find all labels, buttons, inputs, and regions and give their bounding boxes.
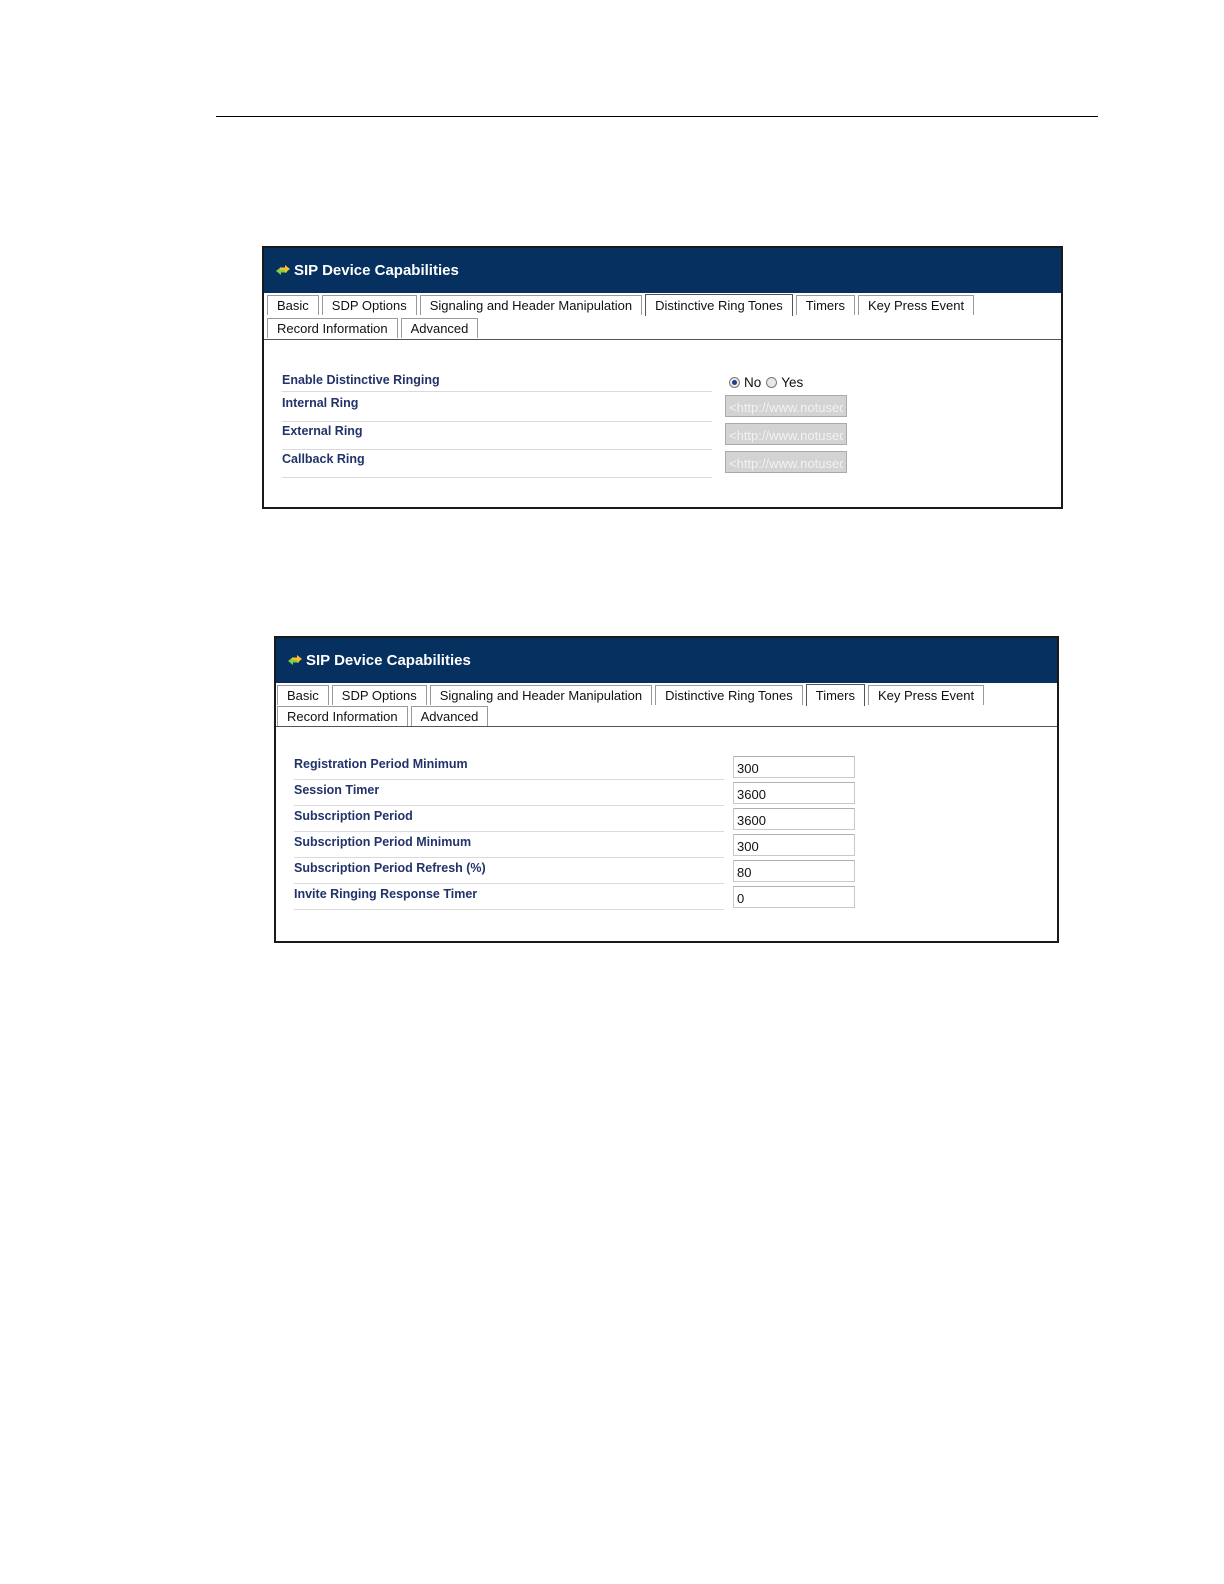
callback-ring-input[interactable]: [725, 451, 847, 473]
top-rule: [216, 116, 1098, 117]
tab-key-press-event[interactable]: Key Press Event: [868, 685, 984, 705]
timers-form: [276, 726, 1057, 941]
tab-advanced[interactable]: Advanced: [401, 318, 479, 338]
tab-timers[interactable]: Timers: [806, 684, 865, 706]
form-row: [294, 885, 724, 910]
radio-no[interactable]: [729, 377, 740, 388]
tab-key-press-event[interactable]: Key Press Event: [858, 295, 974, 315]
form-row: [294, 781, 724, 806]
form-row: [294, 755, 724, 780]
tab-bar: [276, 683, 1057, 727]
tab-basic[interactable]: Basic: [277, 685, 329, 705]
sip-capabilities-panel-timers: [274, 636, 1059, 943]
form-row: [282, 450, 712, 478]
sip-capabilities-panel-ring-tones: [262, 246, 1063, 509]
form-row: [282, 394, 712, 422]
subscription-period-refresh-input[interactable]: [733, 860, 855, 882]
tab-distinctive-ring-tones[interactable]: Distinctive Ring Tones: [645, 294, 793, 316]
session-timer-label: Session Timer: [294, 783, 380, 797]
tab-record-information[interactable]: Record Information: [277, 706, 408, 726]
tab-distinctive-ring-tones[interactable]: Distinctive Ring Tones: [655, 685, 803, 705]
tab-record-information[interactable]: Record Information: [267, 318, 398, 338]
external-ring-label: External Ring: [282, 424, 363, 438]
subscription-period-minimum-input[interactable]: [733, 834, 855, 856]
invite-ringing-response-timer-label: Invite Ringing Response Timer: [294, 887, 478, 901]
tab-sdp-options[interactable]: SDP Options: [332, 685, 427, 705]
tab-signaling-header-manipulation[interactable]: Signaling and Header Manipulation: [420, 295, 642, 315]
subscription-period-minimum-label: Subscription Period Minimum: [294, 835, 472, 849]
subscription-period-refresh-label: Subscription Period Refresh (%): [294, 861, 486, 875]
form-row: [294, 807, 724, 832]
panel-title: SIP Device Capabilities: [294, 262, 459, 279]
tab-signaling-header-manipulation[interactable]: Signaling and Header Manipulation: [430, 685, 652, 705]
tab-advanced[interactable]: Advanced: [411, 706, 489, 726]
tab-bar: [264, 293, 1061, 340]
callback-ring-label: Callback Ring: [282, 452, 365, 466]
radio-yes-label: Yes: [781, 375, 804, 390]
form-row: [282, 371, 712, 392]
tab-basic[interactable]: Basic: [267, 295, 319, 315]
internal-ring-input[interactable]: [725, 395, 847, 417]
subscription-period-label: Subscription Period: [294, 809, 413, 823]
panel-title: SIP Device Capabilities: [306, 652, 471, 669]
form-row: [282, 422, 712, 450]
sync-arrows-icon: [286, 652, 304, 670]
registration-period-minimum-label: Registration Period Minimum: [294, 757, 468, 771]
radio-yes[interactable]: [766, 377, 777, 388]
tab-timers[interactable]: Timers: [796, 295, 855, 315]
registration-period-minimum-input[interactable]: [733, 756, 855, 778]
form-row: [294, 859, 724, 884]
form-row: [294, 833, 724, 858]
internal-ring-label: Internal Ring: [282, 396, 359, 410]
enable-distinctive-ringing-radio-group: [729, 375, 803, 390]
external-ring-input[interactable]: [725, 423, 847, 445]
panel-header: [264, 248, 1061, 293]
enable-distinctive-ringing-label: Enable Distinctive Ringing: [282, 373, 440, 387]
tab-sdp-options[interactable]: SDP Options: [322, 295, 417, 315]
invite-ringing-response-timer-input[interactable]: [733, 886, 855, 908]
subscription-period-input[interactable]: [733, 808, 855, 830]
ring-tones-form: [264, 339, 1061, 509]
radio-no-label: No: [744, 375, 762, 390]
sync-arrows-icon: [274, 262, 292, 280]
panel-header: [276, 638, 1057, 683]
session-timer-input[interactable]: [733, 782, 855, 804]
